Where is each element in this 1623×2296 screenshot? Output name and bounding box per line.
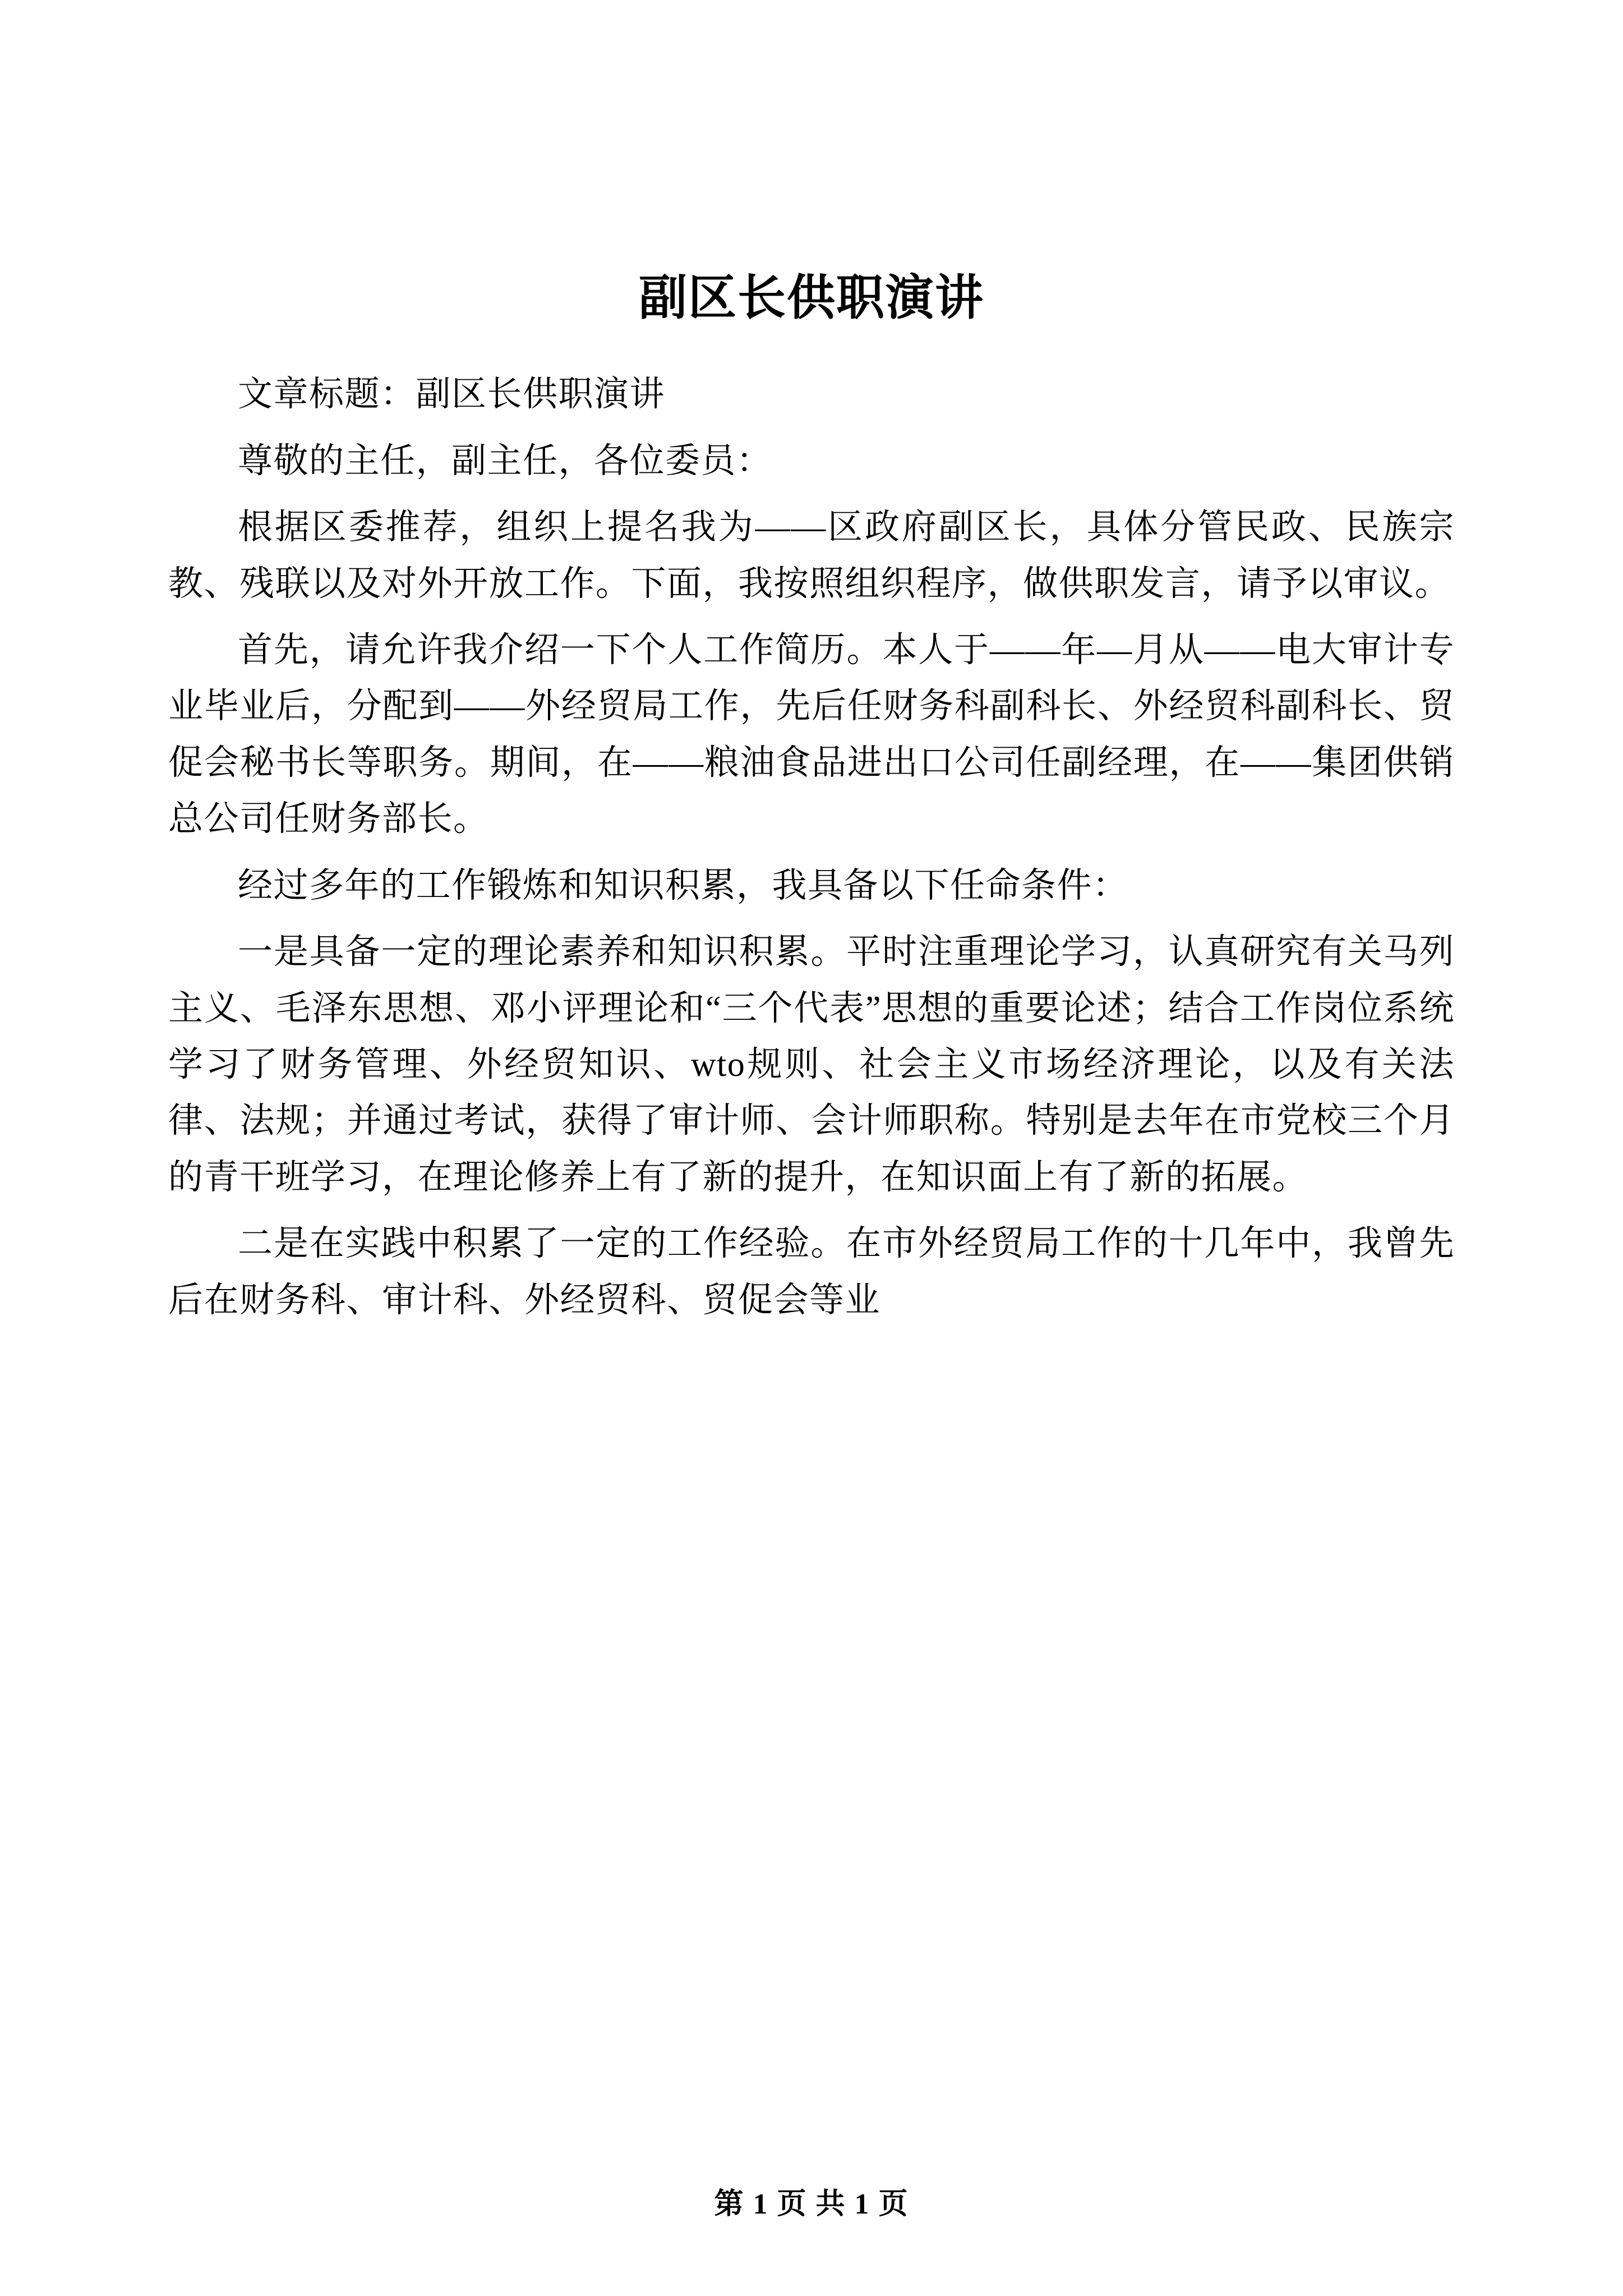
page-title: 副区长供职演讲 [639, 270, 984, 326]
paragraph-7: 二是在实践中积累了一定的工作经验。在市外经贸局工作的十几年中，我曾先后在财务科、审计科、外经贸科、贸促会等业 [168, 1225, 1455, 1319]
page-footer: 第 1 页 共 1 页 [714, 2188, 909, 2220]
paragraph-6: 一是具备一定的理论素养和知识积累。平时注重理论学习，认真研究有关马列主义、毛泽东思想、邓小评理论和“三个代表”思想的重要论述；结合工作岗位系统学习了财务管理、外经贸知识、wto规则、社会主义市场经济理论，以及有关法律、法规；并通过考试，获得了审计师、会计师职称。特别是去年在市党校三个月的青干班学习，在理论修养上有了新的提升，在知识面上有了新的拓展。 [168, 933, 1455, 1197]
paragraph-1: 文章标题：副区长供职演讲 [238, 375, 666, 414]
paragraph-5: 经过多年的工作锻炼和知识积累，我具备以下任命条件： [238, 866, 1128, 905]
paragraph-3: 根据区委推荐，组织上提名我为——区政府副区长，具体分管民政、民族宗教、残联以及对外开放工作。下面，我按照组织程序，做供职发言，请予以审议。 [168, 508, 1455, 603]
paragraph-4: 首先，请允许我介绍一下个人工作简历。本人于——年—月从——电大审计专业毕业后，分配到——外经贸局工作，先后任财务科副科长、外经贸科副科长、贸促会秘书长等职务。期间，在——粮油食品进出口公司任副经理，在——集团供销总公司任财务部长。 [168, 631, 1455, 839]
document-body [168, 366, 1455, 1328]
paragraph-2: 尊敬的主任，副主任，各位委员： [238, 441, 772, 480]
